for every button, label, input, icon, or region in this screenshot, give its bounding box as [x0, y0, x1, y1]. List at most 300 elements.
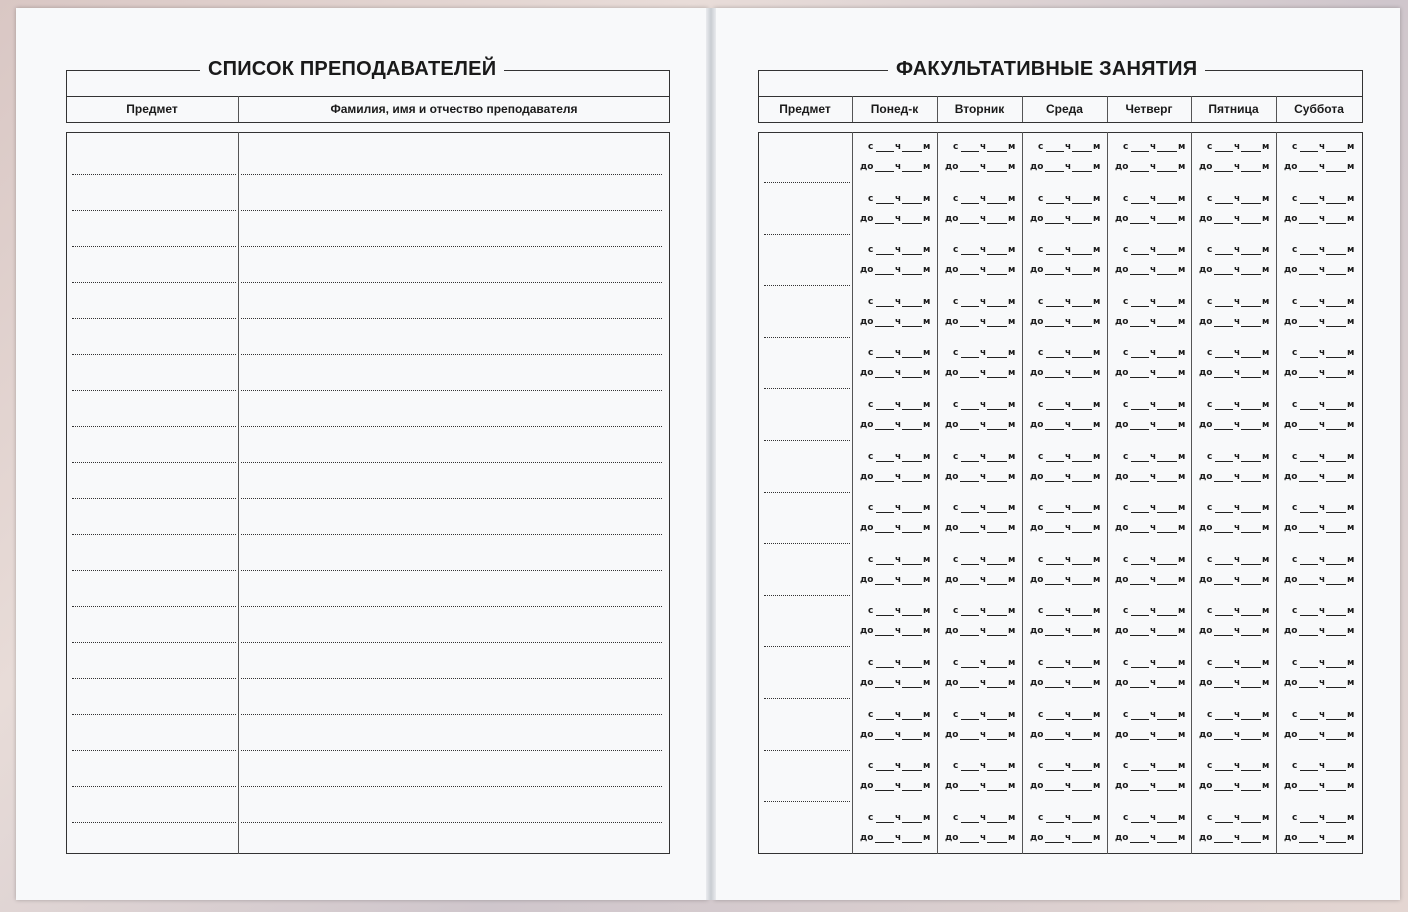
time-blank[interactable]	[1046, 512, 1064, 513]
time-entry-cell[interactable]	[1108, 805, 1192, 855]
time-entry-cell[interactable]	[853, 495, 937, 545]
time-blank[interactable]	[1072, 377, 1092, 378]
time-blank[interactable]	[987, 377, 1007, 378]
time-blank[interactable]	[1045, 532, 1064, 533]
time-blank[interactable]	[960, 635, 979, 636]
time-blank[interactable]	[1326, 667, 1346, 668]
time-blank[interactable]	[1157, 429, 1177, 430]
time-blank[interactable]	[1214, 481, 1233, 482]
time-blank[interactable]	[1300, 770, 1318, 771]
time-entry-cell[interactable]	[938, 340, 1022, 390]
time-entry-cell[interactable]	[1108, 753, 1192, 803]
time-entry-cell[interactable]	[1277, 702, 1361, 752]
time-blank[interactable]	[1045, 739, 1064, 740]
time-blank[interactable]	[902, 377, 922, 378]
time-blank[interactable]	[875, 842, 894, 843]
time-blank[interactable]	[1131, 822, 1149, 823]
time-blank[interactable]	[875, 635, 894, 636]
time-blank[interactable]	[1300, 667, 1318, 668]
time-blank[interactable]	[1130, 790, 1149, 791]
time-entry-cell[interactable]	[1108, 598, 1192, 648]
time-blank[interactable]	[875, 532, 894, 533]
time-blank[interactable]	[1072, 532, 1092, 533]
time-blank[interactable]	[1157, 151, 1177, 152]
time-blank[interactable]	[1072, 223, 1092, 224]
time-blank[interactable]	[1046, 409, 1064, 410]
time-blank[interactable]	[1045, 326, 1064, 327]
time-blank[interactable]	[1072, 584, 1092, 585]
time-blank[interactable]	[961, 719, 979, 720]
time-blank[interactable]	[1299, 326, 1318, 327]
time-blank[interactable]	[987, 409, 1007, 410]
time-blank[interactable]	[1072, 635, 1092, 636]
time-blank[interactable]	[1241, 357, 1261, 358]
time-entry-cell[interactable]	[1192, 444, 1276, 494]
time-blank[interactable]	[1214, 429, 1233, 430]
time-blank[interactable]	[1215, 615, 1233, 616]
time-entry-cell[interactable]	[938, 289, 1022, 339]
time-entry-cell[interactable]	[1108, 134, 1192, 184]
time-blank[interactable]	[1326, 790, 1346, 791]
time-blank[interactable]	[960, 584, 979, 585]
time-entry-cell[interactable]	[853, 237, 937, 287]
time-blank[interactable]	[1130, 687, 1149, 688]
time-blank[interactable]	[1215, 357, 1233, 358]
time-blank[interactable]	[1130, 274, 1149, 275]
time-entry-cell[interactable]	[1192, 650, 1276, 700]
time-blank[interactable]	[1241, 151, 1261, 152]
time-entry-cell[interactable]	[1108, 340, 1192, 390]
time-blank[interactable]	[1299, 223, 1318, 224]
time-blank[interactable]	[1326, 171, 1346, 172]
time-blank[interactable]	[1045, 584, 1064, 585]
time-blank[interactable]	[1326, 377, 1346, 378]
time-blank[interactable]	[1072, 770, 1092, 771]
time-entry-cell[interactable]	[1023, 340, 1107, 390]
time-blank[interactable]	[902, 822, 922, 823]
time-blank[interactable]	[1326, 635, 1346, 636]
time-blank[interactable]	[1215, 512, 1233, 513]
time-blank[interactable]	[1072, 719, 1092, 720]
time-blank[interactable]	[1045, 635, 1064, 636]
time-entry-cell[interactable]	[853, 340, 937, 390]
time-blank[interactable]	[1299, 429, 1318, 430]
time-entry-cell[interactable]	[1023, 289, 1107, 339]
time-blank[interactable]	[987, 203, 1007, 204]
time-blank[interactable]	[875, 687, 894, 688]
time-entry-cell[interactable]	[1023, 805, 1107, 855]
time-blank[interactable]	[1157, 171, 1177, 172]
time-blank[interactable]	[1072, 306, 1092, 307]
time-entry-cell[interactable]	[1192, 753, 1276, 803]
time-entry-cell[interactable]	[1108, 547, 1192, 597]
time-blank[interactable]	[1326, 842, 1346, 843]
time-blank[interactable]	[1130, 429, 1149, 430]
time-blank[interactable]	[1299, 739, 1318, 740]
time-blank[interactable]	[1326, 429, 1346, 430]
time-blank[interactable]	[1326, 615, 1346, 616]
time-blank[interactable]	[875, 481, 894, 482]
time-entry-cell[interactable]	[1277, 237, 1361, 287]
time-blank[interactable]	[1241, 223, 1261, 224]
time-blank[interactable]	[1072, 171, 1092, 172]
time-blank[interactable]	[875, 326, 894, 327]
time-blank[interactable]	[902, 532, 922, 533]
time-blank[interactable]	[1215, 203, 1233, 204]
time-blank[interactable]	[1326, 532, 1346, 533]
time-blank[interactable]	[1130, 326, 1149, 327]
time-blank[interactable]	[961, 409, 979, 410]
time-blank[interactable]	[1131, 254, 1149, 255]
time-entry-cell[interactable]	[1277, 340, 1361, 390]
time-blank[interactable]	[960, 171, 979, 172]
time-blank[interactable]	[1241, 481, 1261, 482]
time-blank[interactable]	[1072, 151, 1092, 152]
time-blank[interactable]	[902, 615, 922, 616]
time-blank[interactable]	[902, 584, 922, 585]
time-blank[interactable]	[1241, 719, 1261, 720]
time-entry-cell[interactable]	[1023, 495, 1107, 545]
time-blank[interactable]	[902, 223, 922, 224]
time-entry-cell[interactable]	[938, 186, 1022, 236]
time-blank[interactable]	[876, 615, 894, 616]
time-blank[interactable]	[902, 306, 922, 307]
time-blank[interactable]	[876, 203, 894, 204]
time-entry-cell[interactable]	[1023, 444, 1107, 494]
time-blank[interactable]	[987, 512, 1007, 513]
time-entry-cell[interactable]	[938, 547, 1022, 597]
time-entry-cell[interactable]	[853, 289, 937, 339]
time-blank[interactable]	[961, 151, 979, 152]
time-blank[interactable]	[1045, 377, 1064, 378]
time-blank[interactable]	[1241, 687, 1261, 688]
time-entry-cell[interactable]	[853, 547, 937, 597]
time-blank[interactable]	[961, 615, 979, 616]
time-blank[interactable]	[1157, 326, 1177, 327]
time-blank[interactable]	[1157, 306, 1177, 307]
time-blank[interactable]	[1214, 584, 1233, 585]
time-entry-cell[interactable]	[1023, 134, 1107, 184]
time-entry-cell[interactable]	[853, 444, 937, 494]
time-blank[interactable]	[961, 254, 979, 255]
time-blank[interactable]	[1326, 151, 1346, 152]
time-blank[interactable]	[960, 274, 979, 275]
time-blank[interactable]	[1326, 326, 1346, 327]
time-blank[interactable]	[1241, 615, 1261, 616]
time-blank[interactable]	[876, 667, 894, 668]
time-entry-cell[interactable]	[938, 702, 1022, 752]
time-blank[interactable]	[1072, 203, 1092, 204]
time-entry-cell[interactable]	[853, 805, 937, 855]
time-blank[interactable]	[987, 635, 1007, 636]
time-entry-cell[interactable]	[1108, 650, 1192, 700]
time-blank[interactable]	[960, 739, 979, 740]
time-blank[interactable]	[1157, 790, 1177, 791]
time-blank[interactable]	[1300, 564, 1318, 565]
time-blank[interactable]	[1157, 223, 1177, 224]
time-blank[interactable]	[1241, 409, 1261, 410]
time-blank[interactable]	[1046, 564, 1064, 565]
time-blank[interactable]	[1157, 274, 1177, 275]
time-blank[interactable]	[1241, 822, 1261, 823]
time-blank[interactable]	[1241, 254, 1261, 255]
time-entry-cell[interactable]	[1277, 444, 1361, 494]
time-blank[interactable]	[1215, 822, 1233, 823]
time-blank[interactable]	[961, 770, 979, 771]
time-entry-cell[interactable]	[853, 186, 937, 236]
time-blank[interactable]	[902, 790, 922, 791]
time-entry-cell[interactable]	[938, 805, 1022, 855]
time-blank[interactable]	[1241, 667, 1261, 668]
time-blank[interactable]	[1072, 409, 1092, 410]
time-blank[interactable]	[1131, 306, 1149, 307]
time-blank[interactable]	[1214, 171, 1233, 172]
time-entry-cell[interactable]	[1192, 598, 1276, 648]
time-blank[interactable]	[1326, 739, 1346, 740]
time-entry-cell[interactable]	[1108, 289, 1192, 339]
time-blank[interactable]	[876, 512, 894, 513]
time-blank[interactable]	[1300, 254, 1318, 255]
time-entry-cell[interactable]	[1277, 186, 1361, 236]
time-entry-cell[interactable]	[1023, 392, 1107, 442]
time-blank[interactable]	[987, 615, 1007, 616]
time-entry-cell[interactable]	[1192, 186, 1276, 236]
time-entry-cell[interactable]	[1277, 598, 1361, 648]
time-blank[interactable]	[1072, 429, 1092, 430]
time-blank[interactable]	[1215, 770, 1233, 771]
time-entry-cell[interactable]	[1023, 237, 1107, 287]
time-blank[interactable]	[1299, 481, 1318, 482]
time-blank[interactable]	[987, 357, 1007, 358]
time-blank[interactable]	[1157, 687, 1177, 688]
time-blank[interactable]	[960, 687, 979, 688]
time-blank[interactable]	[1046, 203, 1064, 204]
time-blank[interactable]	[1157, 532, 1177, 533]
time-blank[interactable]	[1299, 687, 1318, 688]
time-blank[interactable]	[1072, 357, 1092, 358]
time-blank[interactable]	[1072, 790, 1092, 791]
time-blank[interactable]	[987, 532, 1007, 533]
time-blank[interactable]	[902, 357, 922, 358]
time-blank[interactable]	[1157, 564, 1177, 565]
time-blank[interactable]	[987, 223, 1007, 224]
time-blank[interactable]	[1046, 461, 1064, 462]
time-entry-cell[interactable]	[938, 495, 1022, 545]
time-entry-cell[interactable]	[1277, 753, 1361, 803]
time-entry-cell[interactable]	[1023, 702, 1107, 752]
time-blank[interactable]	[1130, 377, 1149, 378]
time-blank[interactable]	[876, 564, 894, 565]
time-blank[interactable]	[987, 822, 1007, 823]
time-blank[interactable]	[1214, 223, 1233, 224]
time-blank[interactable]	[1045, 687, 1064, 688]
time-entry-cell[interactable]	[1277, 547, 1361, 597]
time-entry-cell[interactable]	[938, 753, 1022, 803]
time-blank[interactable]	[1130, 223, 1149, 224]
time-blank[interactable]	[1130, 635, 1149, 636]
time-entry-cell[interactable]	[1277, 805, 1361, 855]
time-blank[interactable]	[902, 429, 922, 430]
time-entry-cell[interactable]	[1192, 547, 1276, 597]
time-blank[interactable]	[1131, 564, 1149, 565]
time-blank[interactable]	[1131, 719, 1149, 720]
time-blank[interactable]	[902, 326, 922, 327]
time-blank[interactable]	[1241, 171, 1261, 172]
time-blank[interactable]	[876, 409, 894, 410]
time-blank[interactable]	[1072, 461, 1092, 462]
time-blank[interactable]	[1046, 615, 1064, 616]
time-blank[interactable]	[987, 274, 1007, 275]
time-blank[interactable]	[875, 223, 894, 224]
time-entry-cell[interactable]	[1192, 392, 1276, 442]
time-blank[interactable]	[902, 151, 922, 152]
time-blank[interactable]	[961, 512, 979, 513]
time-blank[interactable]	[1326, 254, 1346, 255]
time-blank[interactable]	[1157, 203, 1177, 204]
time-entry-cell[interactable]	[853, 702, 937, 752]
time-blank[interactable]	[1300, 203, 1318, 204]
time-blank[interactable]	[1299, 377, 1318, 378]
time-entry-cell[interactable]	[1108, 186, 1192, 236]
time-blank[interactable]	[875, 739, 894, 740]
time-entry-cell[interactable]	[1108, 392, 1192, 442]
time-blank[interactable]	[875, 377, 894, 378]
time-blank[interactable]	[902, 409, 922, 410]
time-entry-cell[interactable]	[1192, 134, 1276, 184]
time-blank[interactable]	[1326, 203, 1346, 204]
time-blank[interactable]	[1157, 615, 1177, 616]
time-entry-cell[interactable]	[1108, 237, 1192, 287]
time-entry-cell[interactable]	[1192, 289, 1276, 339]
time-blank[interactable]	[1157, 584, 1177, 585]
time-blank[interactable]	[1130, 584, 1149, 585]
time-blank[interactable]	[1326, 274, 1346, 275]
time-blank[interactable]	[1072, 842, 1092, 843]
time-blank[interactable]	[1326, 719, 1346, 720]
time-blank[interactable]	[1299, 584, 1318, 585]
time-blank[interactable]	[902, 203, 922, 204]
time-blank[interactable]	[876, 461, 894, 462]
time-blank[interactable]	[1131, 151, 1149, 152]
time-blank[interactable]	[1326, 584, 1346, 585]
time-blank[interactable]	[1326, 822, 1346, 823]
time-entry-cell[interactable]	[853, 753, 937, 803]
time-blank[interactable]	[1072, 254, 1092, 255]
time-entry-cell[interactable]	[1277, 392, 1361, 442]
time-blank[interactable]	[1299, 171, 1318, 172]
time-blank[interactable]	[875, 274, 894, 275]
time-blank[interactable]	[987, 151, 1007, 152]
time-blank[interactable]	[1157, 842, 1177, 843]
time-entry-cell[interactable]	[938, 237, 1022, 287]
time-entry-cell[interactable]	[853, 598, 937, 648]
time-blank[interactable]	[876, 306, 894, 307]
time-blank[interactable]	[1072, 481, 1092, 482]
time-blank[interactable]	[876, 770, 894, 771]
time-blank[interactable]	[1300, 822, 1318, 823]
time-blank[interactable]	[1214, 739, 1233, 740]
time-blank[interactable]	[902, 564, 922, 565]
time-blank[interactable]	[902, 719, 922, 720]
time-blank[interactable]	[902, 635, 922, 636]
time-blank[interactable]	[902, 770, 922, 771]
time-blank[interactable]	[1241, 584, 1261, 585]
time-blank[interactable]	[1326, 564, 1346, 565]
time-entry-cell[interactable]	[853, 392, 937, 442]
time-blank[interactable]	[961, 822, 979, 823]
time-blank[interactable]	[1157, 770, 1177, 771]
time-blank[interactable]	[1215, 564, 1233, 565]
time-blank[interactable]	[1046, 254, 1064, 255]
time-blank[interactable]	[1157, 461, 1177, 462]
time-entry-cell[interactable]	[938, 444, 1022, 494]
time-entry-cell[interactable]	[1192, 340, 1276, 390]
time-blank[interactable]	[1241, 770, 1261, 771]
time-blank[interactable]	[987, 667, 1007, 668]
time-blank[interactable]	[987, 481, 1007, 482]
time-blank[interactable]	[1045, 274, 1064, 275]
time-blank[interactable]	[961, 667, 979, 668]
time-blank[interactable]	[902, 481, 922, 482]
time-blank[interactable]	[1300, 151, 1318, 152]
time-blank[interactable]	[1299, 790, 1318, 791]
time-blank[interactable]	[1157, 409, 1177, 410]
time-entry-cell[interactable]	[1023, 650, 1107, 700]
time-blank[interactable]	[960, 326, 979, 327]
time-blank[interactable]	[1214, 532, 1233, 533]
time-blank[interactable]	[1214, 326, 1233, 327]
time-blank[interactable]	[1072, 564, 1092, 565]
time-blank[interactable]	[1157, 635, 1177, 636]
time-entry-cell[interactable]	[1108, 702, 1192, 752]
time-blank[interactable]	[987, 326, 1007, 327]
time-blank[interactable]	[1241, 635, 1261, 636]
time-blank[interactable]	[961, 306, 979, 307]
time-blank[interactable]	[961, 461, 979, 462]
time-blank[interactable]	[1300, 357, 1318, 358]
time-blank[interactable]	[1072, 326, 1092, 327]
time-blank[interactable]	[1045, 171, 1064, 172]
time-entry-cell[interactable]	[938, 134, 1022, 184]
time-entry-cell[interactable]	[1277, 495, 1361, 545]
time-blank[interactable]	[1130, 842, 1149, 843]
time-blank[interactable]	[902, 274, 922, 275]
time-entry-cell[interactable]	[1023, 547, 1107, 597]
time-blank[interactable]	[1326, 461, 1346, 462]
time-blank[interactable]	[875, 790, 894, 791]
time-blank[interactable]	[1300, 409, 1318, 410]
time-blank[interactable]	[1130, 481, 1149, 482]
time-blank[interactable]	[1300, 615, 1318, 616]
time-entry-cell[interactable]	[938, 392, 1022, 442]
time-blank[interactable]	[1046, 719, 1064, 720]
time-blank[interactable]	[1241, 306, 1261, 307]
time-blank[interactable]	[1215, 306, 1233, 307]
time-blank[interactable]	[987, 687, 1007, 688]
time-entry-cell[interactable]	[1023, 186, 1107, 236]
time-blank[interactable]	[902, 254, 922, 255]
time-blank[interactable]	[987, 790, 1007, 791]
time-blank[interactable]	[1300, 461, 1318, 462]
time-blank[interactable]	[1326, 481, 1346, 482]
time-blank[interactable]	[1241, 512, 1261, 513]
time-blank[interactable]	[1241, 842, 1261, 843]
time-blank[interactable]	[1072, 822, 1092, 823]
time-blank[interactable]	[875, 171, 894, 172]
time-blank[interactable]	[1215, 667, 1233, 668]
time-blank[interactable]	[960, 481, 979, 482]
time-blank[interactable]	[960, 842, 979, 843]
